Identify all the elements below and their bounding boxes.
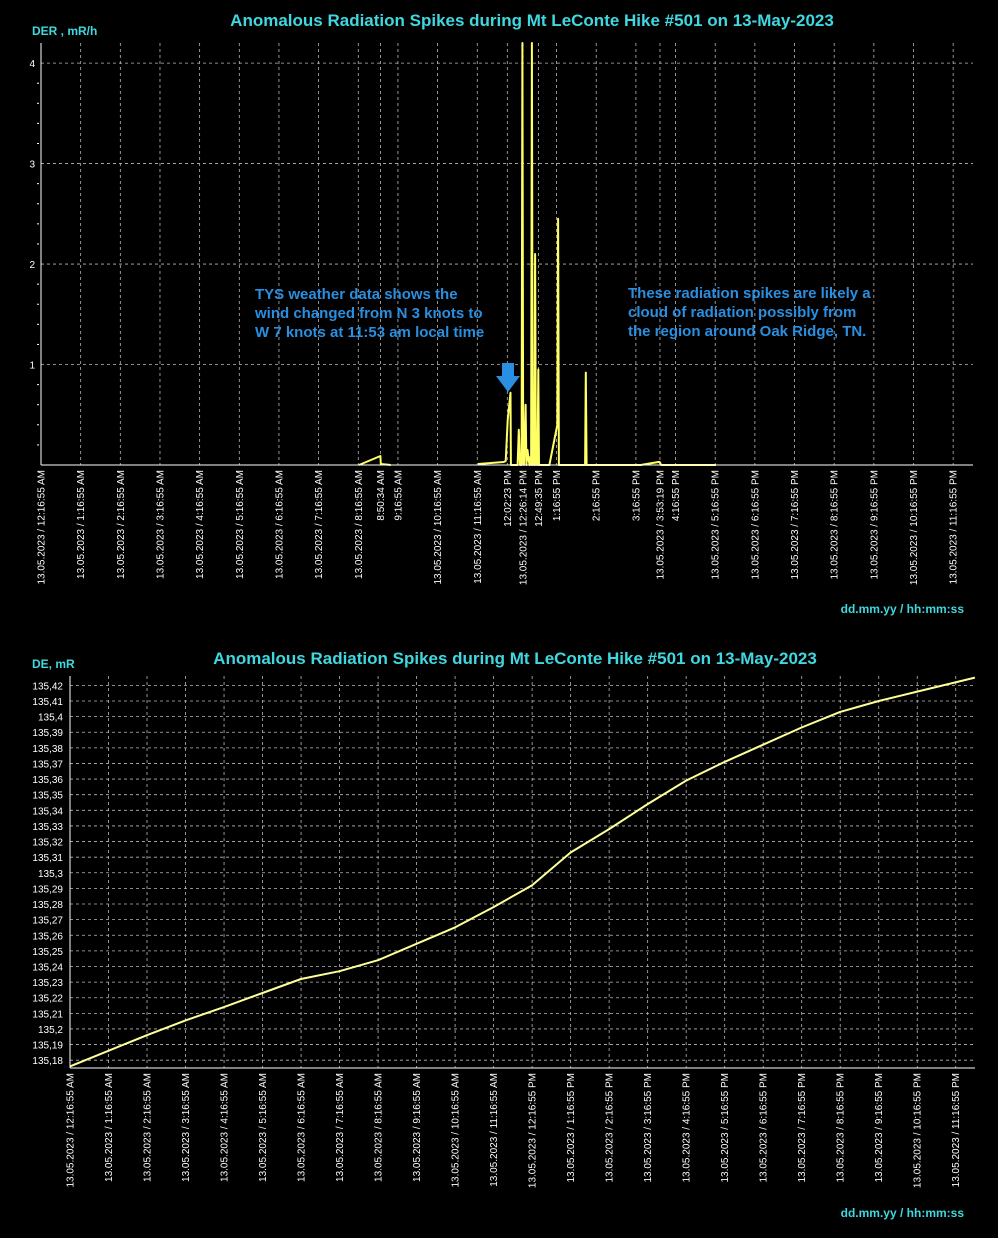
top-chart-x-tick-label: 13.05.2023 / 7:16:55 AM — [314, 470, 326, 579]
top-chart-x-tick-label: 13.05.2023 / 8:16:55 AM — [353, 470, 365, 579]
top-chart-x-tick-label: 13.05.2023 / 3:16:55 AM — [155, 470, 167, 579]
bottom-chart-y-tick-label: 135,23 — [32, 978, 63, 990]
bottom-chart-y-tick-label: 135,42 — [32, 681, 63, 693]
bottom-chart — [32, 649, 975, 1220]
bottom-chart-x-tick-label: 13.05.2023 / 12:16:55 PM — [527, 1073, 539, 1189]
bottom-chart-x-label: dd.mm.yy / hh:mm:ss — [840, 1206, 964, 1220]
top-chart-x-tick-label: 12:02:23 PM — [502, 470, 514, 527]
annotation-wind-line-3: W 7 knots at 11:53 am local time — [255, 324, 485, 341]
bottom-chart-grid — [70, 676, 975, 1068]
bottom-chart-y-tick-label: 135,39 — [32, 728, 63, 740]
bottom-chart-y-tick-label: 135,3 — [37, 868, 63, 880]
bottom-chart-x-tick-label: 13.05.2023 / 3:16:55 PM — [643, 1073, 655, 1183]
top-chart-series-line — [359, 456, 391, 465]
top-chart-x-label: dd.mm.yy / hh:mm:ss — [840, 602, 964, 616]
top-chart-y-tick-label: 1 — [29, 360, 35, 372]
bottom-chart-y-tick-label: 135,34 — [32, 806, 63, 818]
bottom-chart-y-tick-label: 135,35 — [32, 790, 63, 802]
bottom-chart-x-ticks — [66, 1073, 963, 1188]
top-chart-x-tick-label: 13.05.2023 / 4:16:55 AM — [195, 470, 207, 579]
bottom-chart-x-tick-label: 13.05.2023 / 3:16:55 AM — [181, 1073, 193, 1182]
bottom-chart-x-tick-label: 13.05.2023 / 10:16:55 AM — [450, 1073, 462, 1188]
bottom-chart-series-line — [70, 678, 975, 1067]
bottom-chart-y-tick-label: 135,4 — [37, 712, 63, 724]
top-chart-x-tick-label: 13.05.2023 / 1:16:55 AM — [76, 470, 88, 579]
bottom-chart-y-tick-label: 135,38 — [32, 743, 63, 755]
bottom-chart-y-tick-label: 135,37 — [32, 759, 63, 771]
bottom-chart-x-tick-label: 13.05.2023 / 4:16:55 AM — [219, 1073, 231, 1182]
top-chart-x-tick-label: 4:16:55 PM — [671, 470, 683, 522]
bottom-chart-x-tick-label: 13.05.2023 / 7:16:55 AM — [335, 1073, 347, 1182]
top-chart — [29, 11, 973, 616]
top-chart-x-tick-label: 13.05.2023 / 12:26:14 PM — [518, 470, 530, 586]
bottom-chart-x-tick-label: 13.05.2023 / 7:16:55 PM — [797, 1073, 809, 1183]
top-chart-x-tick-label: 8:50:34 AM — [376, 470, 388, 521]
top-chart-x-tick-label: 13.05.2023 / 5:16:55 PM — [710, 470, 722, 580]
bottom-chart-y-tick-label: 135,26 — [32, 931, 63, 943]
bottom-chart-y-label: DE, mR — [32, 657, 75, 671]
bottom-chart-x-tick-label: 13.05.2023 / 8:16:55 PM — [835, 1073, 847, 1183]
bottom-chart-y-ticks — [32, 681, 63, 1067]
bottom-chart-x-tick-label: 13.05.2023 / 6:16:55 AM — [296, 1073, 308, 1182]
top-chart-y-tick-label: 4 — [29, 59, 35, 71]
bottom-chart-x-tick-label: 13.05.2023 / 11:16:55 AM — [489, 1073, 501, 1187]
top-chart-x-tick-label: 13.05.2023 / 8:16:55 PM — [829, 470, 841, 580]
bottom-chart-x-tick-label: 13.05.2023 / 12:16:55 AM — [65, 1073, 77, 1188]
down-arrow-icon — [496, 363, 520, 392]
annotation-cloud-line-2: cloud of radiation possibly from — [628, 304, 857, 321]
top-chart-minor-ticks — [37, 83, 39, 445]
top-chart-y-tick-label: 2 — [29, 260, 35, 272]
bottom-chart-x-tick-label: 13.05.2023 / 4:16:55 PM — [681, 1073, 693, 1183]
bottom-chart-x-tick-label: 13.05.2023 / 2:16:55 AM — [142, 1073, 154, 1182]
bottom-chart-y-tick-label: 135,21 — [32, 1009, 63, 1021]
top-chart-x-tick-label: 13.05.2023 / 2:16:55 AM — [115, 470, 127, 579]
top-chart-x-ticks — [37, 470, 960, 585]
top-chart-x-tick-label: 3:16:55 PM — [631, 470, 643, 522]
bottom-chart-y-tick-label: 135,31 — [32, 853, 63, 865]
top-chart-title: Anomalous Radiation Spikes during Mt LeConte Hike #501 on 13-May-2023 — [230, 11, 834, 30]
top-chart-x-tick-label: 13.05.2023 / 10:16:55 PM — [909, 470, 921, 586]
top-chart-x-tick-label: 13.05.2023 / 3:53:19 PM — [655, 470, 667, 580]
top-chart-x-tick-label: 9:16:55 AM — [393, 470, 405, 521]
bottom-chart-x-tick-label: 13.05.2023 / 11:16:55 PM — [951, 1073, 963, 1188]
bottom-chart-title: Anomalous Radiation Spikes during Mt LeConte Hike #501 on 13-May-2023 — [213, 649, 817, 668]
top-chart-x-tick-label: 13.05.2023 / 12:16:55 AM — [36, 470, 48, 585]
bottom-chart-x-tick-label: 13.05.2023 / 6:16:55 PM — [758, 1073, 770, 1183]
annotation-wind-line-1: TYS weather data shows the — [255, 286, 458, 303]
bottom-chart-y-tick-label: 135,36 — [32, 775, 63, 787]
bottom-chart-y-tick-label: 135,19 — [32, 1040, 63, 1052]
bottom-chart-y-tick-label: 135,41 — [32, 696, 63, 708]
bottom-chart-x-tick-label: 13.05.2023 / 5:16:55 AM — [258, 1073, 270, 1182]
bottom-chart-y-tick-label: 135,18 — [32, 1056, 63, 1068]
bottom-chart-y-tick-label: 135,25 — [32, 946, 63, 958]
bottom-chart-y-tick-label: 135,24 — [32, 962, 63, 974]
top-chart-x-tick-label: 13.05.2023 / 10:16:55 AM — [433, 470, 445, 585]
top-chart-x-tick-label: 12:49:35 PM — [534, 470, 546, 527]
bottom-chart-x-tick-label: 13.05.2023 / 1:16:55 AM — [104, 1073, 116, 1182]
top-chart-x-tick-label: 13.05.2023 / 5:16:55 AM — [234, 470, 246, 579]
annotation-cloud-line-1: These radiation spikes are likely a — [628, 285, 871, 302]
bottom-chart-y-tick-label: 135,2 — [37, 1024, 63, 1036]
annotation-radiation-cloud — [628, 285, 875, 340]
bottom-chart-x-tick-label: 13.05.2023 / 9:16:55 AM — [412, 1073, 424, 1182]
bottom-chart-y-tick-label: 135,29 — [32, 884, 63, 896]
top-chart-series-line — [478, 43, 716, 465]
bottom-chart-x-tick-label: 13.05.2023 / 5:16:55 PM — [720, 1073, 732, 1183]
bottom-chart-x-tick-label: 13.05.2023 / 8:16:55 AM — [373, 1073, 385, 1182]
top-chart-x-tick-label: 13.05.2023 / 11:16:55 PM — [948, 470, 960, 585]
bottom-chart-y-tick-label: 135,28 — [32, 900, 63, 912]
bottom-chart-x-tick-label: 13.05.2023 / 10:16:55 PM — [912, 1073, 924, 1189]
top-chart-x-tick-label: 13.05.2023 / 6:16:55 AM — [274, 470, 286, 579]
top-chart-y-label: DER , mR/h — [32, 24, 98, 38]
top-chart-x-tick-label: 2:16:55 PM — [591, 470, 603, 522]
bottom-chart-y-tick-label: 135,27 — [32, 915, 63, 927]
bottom-chart-y-tick-label: 135,32 — [32, 837, 63, 849]
top-chart-series — [359, 43, 716, 465]
annotation-wind-line-2: wind changed from N 3 knots to — [255, 305, 483, 322]
top-chart-y-tick-label: 3 — [29, 159, 35, 171]
top-chart-x-tick-label: 13.05.2023 / 9:16:55 PM — [869, 470, 881, 580]
top-chart-x-tick-label: 13.05.2023 / 11:16:55 AM — [472, 470, 484, 584]
annotation-wind-change — [254, 286, 487, 341]
bottom-chart-series — [70, 678, 975, 1067]
top-chart-y-ticks — [29, 59, 35, 371]
annotation-cloud-line-3: the region around Oak Ridge, TN. — [628, 323, 867, 340]
bottom-chart-x-tick-label: 13.05.2023 / 9:16:55 PM — [874, 1073, 886, 1183]
top-chart-x-tick-label: 1:16:55 PM — [552, 470, 564, 522]
bottom-chart-y-tick-label: 135,33 — [32, 821, 63, 833]
bottom-chart-x-tick-label: 13.05.2023 / 1:16:55 PM — [566, 1073, 578, 1183]
bottom-chart-x-tick-label: 13.05.2023 / 2:16:55 PM — [604, 1073, 616, 1183]
top-chart-grid — [41, 43, 973, 465]
top-chart-x-tick-label: 13.05.2023 / 7:16:55 PM — [790, 470, 802, 580]
bottom-chart-y-tick-label: 135,22 — [32, 993, 63, 1005]
top-chart-x-tick-label: 13.05.2023 / 6:16:55 PM — [750, 470, 762, 580]
